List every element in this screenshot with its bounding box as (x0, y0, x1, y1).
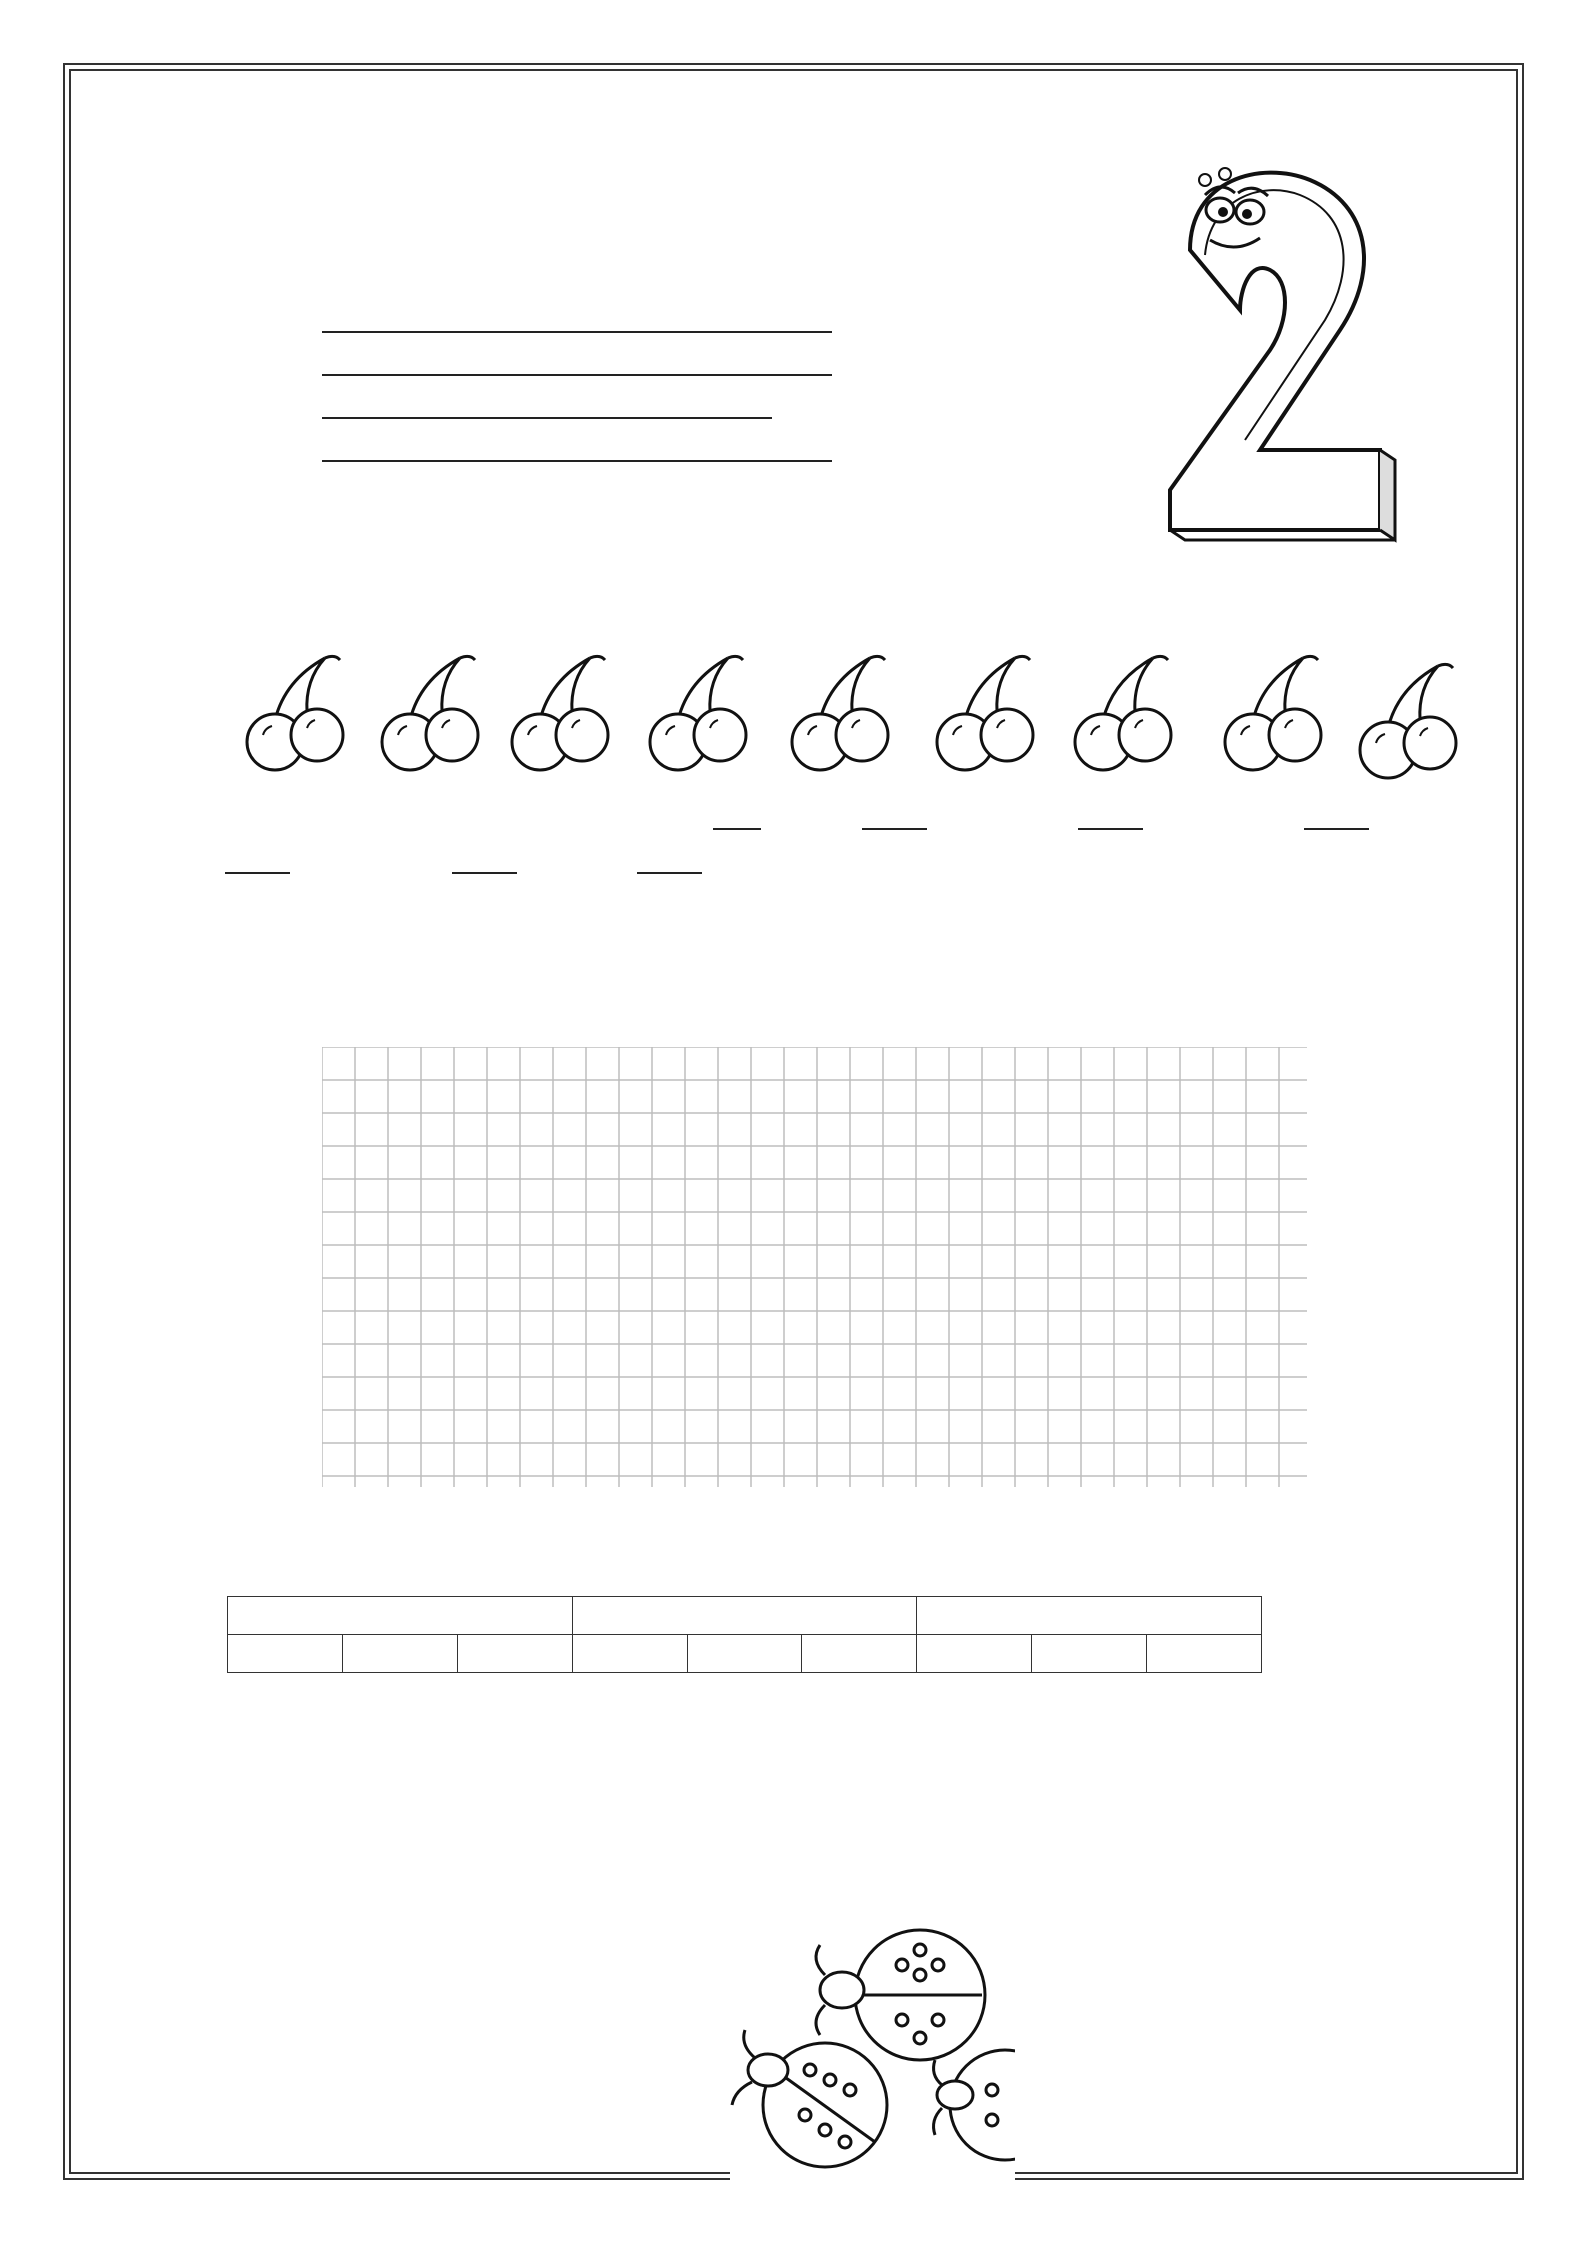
answer-card[interactable] (572, 1635, 687, 1673)
cherry-icon (790, 650, 905, 780)
card-question (228, 1597, 573, 1635)
drawing-grid[interactable] (322, 1047, 1307, 1487)
answer-card[interactable] (802, 1635, 917, 1673)
answer-blank[interactable] (322, 391, 772, 419)
task4-heading (270, 902, 320, 937)
table-row (228, 1597, 1262, 1635)
answer-blank[interactable] (225, 872, 290, 874)
task1-heading (270, 213, 320, 248)
task1-expr-3 (322, 391, 772, 426)
cherry-icon (1073, 650, 1188, 780)
number-two-illustration (1150, 160, 1400, 550)
answer-cards-table (227, 1596, 1262, 1673)
cherry-icon (1223, 650, 1338, 780)
task6-heading (270, 1738, 320, 1782)
answer-card[interactable] (228, 1635, 343, 1673)
answer-card[interactable] (917, 1635, 1032, 1673)
answer-card[interactable] (342, 1635, 457, 1673)
table-row (228, 1635, 1262, 1673)
answer-blank[interactable] (862, 828, 927, 830)
cherry-row (240, 650, 1480, 780)
answer-blank[interactable] (1304, 828, 1369, 830)
cherry-icon (1358, 658, 1473, 788)
cherry-icon (245, 650, 360, 780)
answer-blank[interactable] (322, 305, 832, 333)
task5-heading (270, 1530, 320, 1565)
task2-heading (270, 476, 320, 511)
answer-blank[interactable] (637, 872, 702, 874)
answer-blank[interactable] (322, 348, 832, 376)
answer-blank[interactable] (1078, 828, 1143, 830)
answer-card[interactable] (687, 1635, 802, 1673)
answer-blank[interactable] (713, 828, 761, 830)
answer-card[interactable] (1032, 1635, 1147, 1673)
cherry-icon (935, 650, 1050, 780)
task1-expr-4 (322, 434, 832, 469)
ladybug-icon (732, 2030, 887, 2167)
answer-card[interactable] (1147, 1635, 1262, 1673)
task1-expr-1 (322, 305, 832, 340)
answer-blank[interactable] (452, 872, 517, 874)
answer-blank[interactable] (322, 434, 832, 462)
card-question (572, 1597, 917, 1635)
task3-heading (270, 606, 320, 641)
ladybug-icon (934, 2050, 1015, 2160)
cherry-icon (648, 650, 763, 780)
ladybug-icon (816, 1930, 985, 2060)
task1-expr-2 (322, 348, 832, 383)
cherry-icon (380, 650, 495, 780)
answer-card[interactable] (457, 1635, 572, 1673)
card-question (917, 1597, 1262, 1635)
ladybugs-illustration (730, 1920, 1015, 2182)
cherry-icon (510, 650, 625, 780)
